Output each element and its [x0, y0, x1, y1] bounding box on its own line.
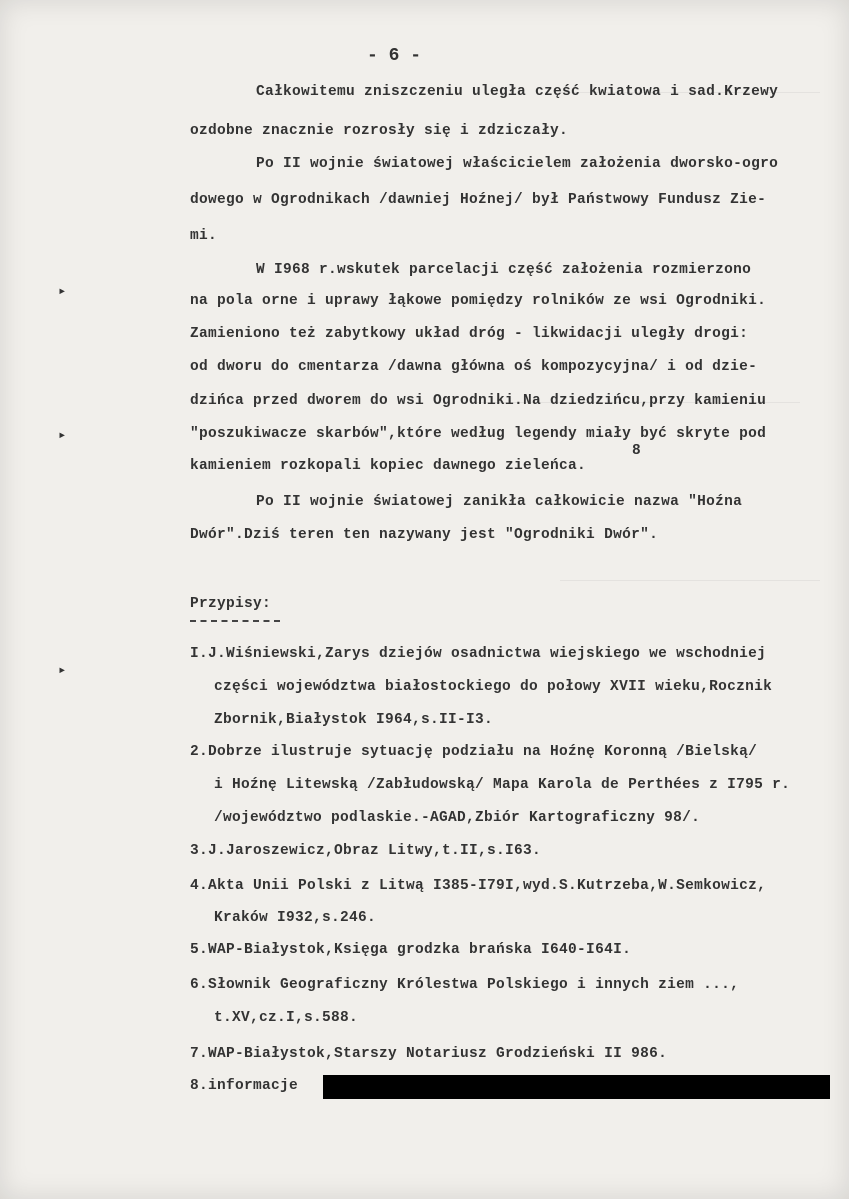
bleed-through-line: [560, 580, 820, 581]
footnote-line: I.J.Wiśniewski,Zarys dziejów osadnictwa wiejskiego we wschodniej: [190, 646, 767, 662]
text-line: na pola orne i uprawy łąkowe pomiędzy rolników ze wsi Ogrodniki.: [190, 293, 767, 309]
footnotes-heading: Przypisy:: [190, 596, 272, 612]
redaction-bar: [323, 1075, 830, 1099]
footnote-line: Kraków I932,s.246.: [214, 910, 377, 926]
text-line: mi.: [190, 228, 218, 244]
text-line: Zamieniono też zabytkowy układ dróg - likwidacji uległy drogi:: [190, 326, 749, 342]
scan-speck: ▸: [58, 284, 67, 300]
footnote-line: 6.Słownik Geograficzny Królestwa Polskiego i innych ziem ...,: [190, 977, 740, 993]
text-line: Po II wojnie światowej zanikła całkowicie nazwa "Hoźna: [256, 494, 743, 510]
footnote-line: 5.WAP-Białystok,Księga grodzka brańska I640-I64I.: [190, 942, 632, 958]
footnote-line: t.XV,cz.I,s.588.: [214, 1010, 359, 1026]
footnote-line: 8.informacje: [190, 1078, 299, 1094]
footnote-ref: 8: [632, 443, 642, 459]
text-line: Całkowitemu zniszczeniu uległa część kwiatowa i sad.Krzewy: [256, 84, 779, 100]
text-line: Po II wojnie światowej właścicielem założenia dworsko-ogro: [256, 156, 779, 172]
text-line: kamieniem rozkopali kopiec dawnego zieleńca.: [190, 458, 587, 474]
footnote-line: 4.Akta Unii Polski z Litwą I385-I79I,wyd.S.Kutrzeba,W.Semkowicz,: [190, 878, 767, 894]
text-line: od dworu do cmentarza /dawna główna oś kompozycyjna/ i od dzie-: [190, 359, 758, 375]
text-line: W I968 r.wskutek parcelacji część założenia rozmierzono: [256, 262, 752, 278]
footnote-line: 7.WAP-Białystok,Starszy Notariusz Grodzieński II 986.: [190, 1046, 668, 1062]
footnote-line: 2.Dobrze ilustruje sytuację podziału na Hoźnę Koronną /Bielską/: [190, 744, 758, 760]
text-line: dowego w Ogrodnikach /dawniej Hoźnej/ był Państwowy Fundusz Zie-: [190, 192, 767, 208]
scan-speck: ▸: [58, 428, 67, 444]
page-number: - 6 -: [367, 46, 422, 66]
footnote-line: /województwo podlaskie.-AGAD,Zbiór Kartograficzny 98/.: [214, 810, 701, 826]
text-line: "poszukiwacze skarbów",które według legendy miały być skryte pod: [190, 426, 767, 442]
footnote-line: Zbornik,Białystok I964,s.II-I3.: [214, 712, 494, 728]
text-line: Dwór".Dziś teren ten nazywany jest "Ogrodniki Dwór".: [190, 527, 659, 543]
text-line: ozdobne znacznie rozrosły się i zdziczały.: [190, 123, 569, 139]
footnote-line: i Hoźnę Litewską /Zabłudowską/ Mapa Karola de Perthées z I795 r.: [214, 777, 791, 793]
footnote-line: 3.J.Jaroszewicz,Obraz Litwy,t.II,s.I63.: [190, 843, 542, 859]
heading-underline: [190, 620, 280, 622]
scan-speck: ▸: [58, 663, 67, 679]
text-line: dzińca przed dworem do wsi Ogrodniki.Na dziedzińcu,przy kamieniu: [190, 393, 767, 409]
footnote-line: części województwa białostockiego do połowy XVII wieku,Rocznik: [214, 679, 773, 695]
